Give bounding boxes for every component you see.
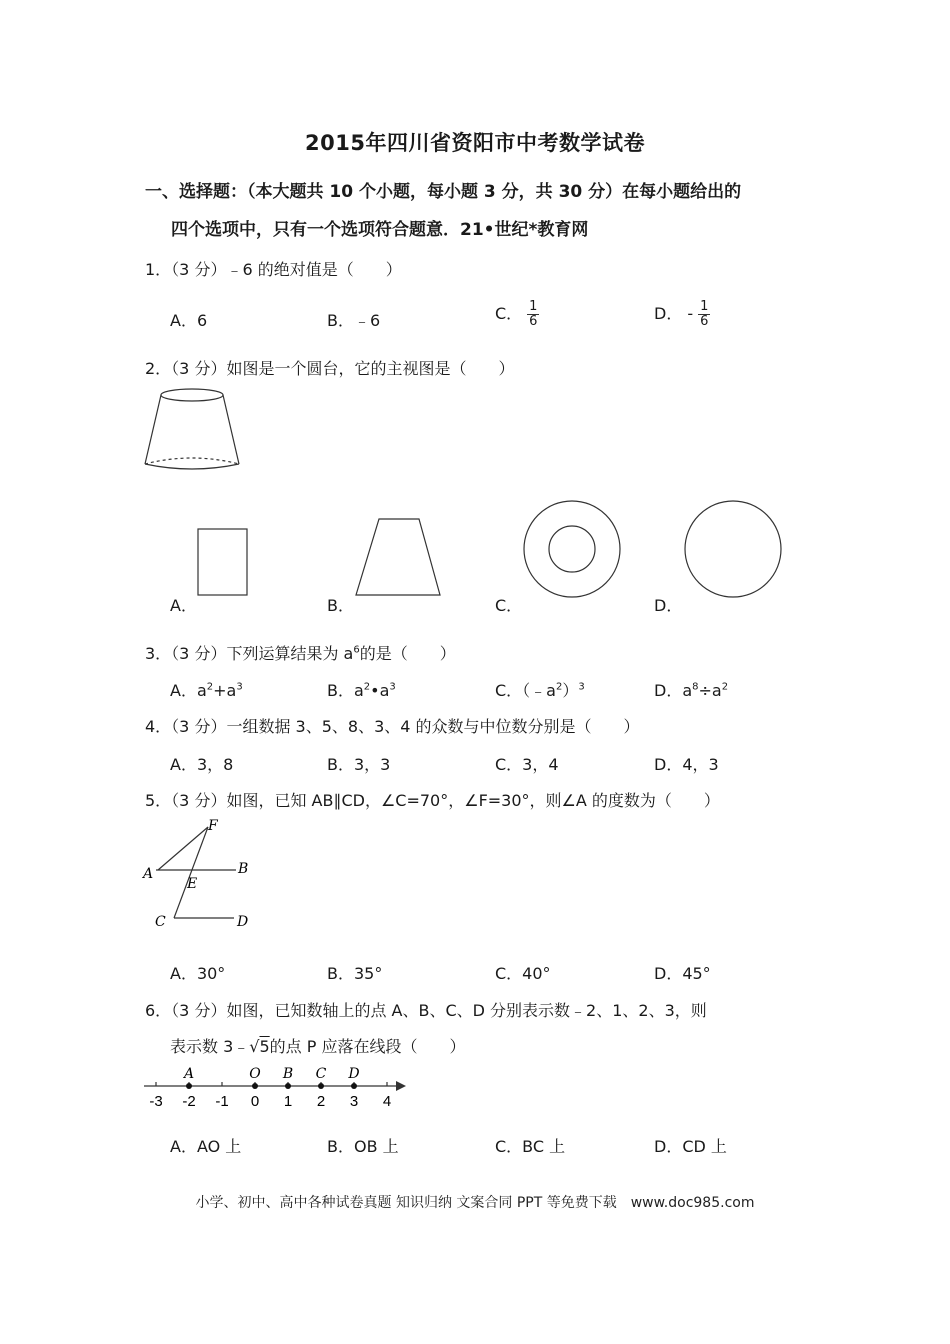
- page-title: 2015年四川省资阳市中考数学试卷: [305, 131, 645, 155]
- q2-option-b: B．: [327, 596, 354, 615]
- label-F: F: [208, 818, 218, 834]
- exponent: 2: [363, 681, 371, 693]
- label-C: C: [155, 914, 166, 930]
- point-C: [318, 1083, 324, 1089]
- label-A: A: [143, 866, 154, 882]
- q1-option-d: [654, 300, 710, 329]
- point-label-B: B: [282, 1066, 294, 1082]
- q1-option-c-fraction: [527, 300, 539, 329]
- trapezoid-view: [353, 516, 443, 598]
- rectangle-view: [196, 527, 250, 597]
- exponent: 3: [389, 681, 396, 693]
- axis-tick-label: -2: [182, 1093, 196, 1110]
- exponent: 2: [555, 681, 563, 693]
- parallel-lines-figure: [138, 815, 263, 933]
- q4-option-b: B．3，3: [327, 755, 391, 774]
- axis-tick-label: -1: [215, 1093, 229, 1110]
- label-E: E: [187, 876, 198, 892]
- exponent: 8: [692, 681, 699, 693]
- exponent: 3: [236, 681, 243, 693]
- option-text: C．（﹣a: [495, 681, 556, 700]
- q3-option-b: [327, 678, 396, 701]
- q1-option-d-label: D．: [654, 304, 683, 323]
- label-D: D: [237, 914, 249, 930]
- option-text: D．a: [654, 681, 693, 700]
- q1-option-c-label: C．: [495, 304, 523, 323]
- q3-option-a: [170, 678, 243, 701]
- exponent: 2: [206, 681, 214, 693]
- circle-view: [682, 498, 784, 600]
- q1-option-c: [495, 300, 539, 329]
- section-heading-line1: 一、选择题：（本大题共 10 个小题，每小题 3 分，共 30 分）在每小题给出的: [145, 182, 742, 202]
- section-heading: [145, 173, 815, 249]
- axis-tick-label: -3: [149, 1093, 163, 1110]
- exponent: 6: [353, 644, 360, 656]
- question-5-stem: 5．（3 分）如图，已知 AB∥CD，∠C=70°，∠F=30°，则∠A 的度数为（ ）: [145, 791, 720, 810]
- question-6-stem-line2: [170, 1034, 466, 1057]
- axis-tick-label: 3: [349, 1093, 359, 1110]
- q2-option-c: C．: [495, 596, 523, 615]
- q5-option-b: B．35°: [327, 964, 383, 983]
- sqrt-symbol: √: [249, 1037, 260, 1056]
- point-D: [351, 1083, 357, 1089]
- fraction-denominator: 6: [700, 314, 709, 329]
- q4-option-c: C．3，4: [495, 755, 559, 774]
- point-label-C: C: [315, 1066, 327, 1082]
- q3-option-d: [654, 678, 728, 701]
- axis-tick-label: 0: [250, 1093, 260, 1110]
- stem-text: 3．（3 分）下列运算结果为 a: [145, 644, 354, 663]
- question-4-stem: 4．（3 分）一组数据 3、5、8、3、4 的众数与中位数分别是（ ）: [145, 717, 640, 736]
- number-line-figure: [140, 1062, 410, 1114]
- option-text: ）: [562, 681, 579, 700]
- section-heading-line2: 四个选项中，只有一个选项符合题意．21•世纪*教育网: [171, 220, 589, 240]
- q2-option-d: D．: [654, 596, 683, 615]
- q5-option-a: A．30°: [170, 964, 226, 983]
- q5-option-c: C．40°: [495, 964, 551, 983]
- question-2-stem: 2．（3 分）如图是一个圆台，它的主视图是（ ）: [145, 359, 515, 378]
- point-B: [285, 1083, 291, 1089]
- q6-option-d: D．CD 上: [654, 1137, 727, 1156]
- point-label-D: D: [348, 1066, 360, 1082]
- negative-sign: -: [687, 304, 694, 323]
- point-label-O: O: [249, 1066, 261, 1082]
- fraction-numerator: 1: [529, 299, 538, 314]
- point-O: [252, 1083, 258, 1089]
- q4-option-a: A．3，8: [170, 755, 234, 774]
- exponent: 2: [721, 681, 729, 693]
- question-1-stem: 1．（3 分）﹣6 的绝对值是（ ）: [145, 260, 402, 279]
- frustum-figure: [140, 384, 250, 474]
- q3-option-c: [495, 678, 585, 701]
- q1-option-a: A．6: [170, 311, 208, 330]
- option-text: ÷a: [698, 681, 722, 700]
- q1-option-d-fraction: [698, 300, 710, 329]
- page-footer: 小学、初中、高中各种试卷真题 知识归纳 文案合同 PPT 等免费下载 www.doc985.com: [195, 1195, 755, 1211]
- q2-option-a: A．: [170, 596, 197, 615]
- option-text: •a: [370, 681, 390, 700]
- fraction-numerator: 1: [700, 299, 709, 314]
- question-3-stem: [145, 641, 456, 664]
- axis-tick-label: 2: [316, 1093, 326, 1110]
- option-text: A．a: [170, 681, 207, 700]
- stem-text: 表示数 3﹣: [170, 1037, 250, 1056]
- stem-text: 的是（ ）: [359, 644, 456, 663]
- exponent: 3: [578, 681, 585, 693]
- option-text: +a: [213, 681, 237, 700]
- label-B: B: [238, 861, 249, 877]
- axis-tick-label: 4: [382, 1093, 392, 1110]
- stem-text: 的点 P 应落在线段（ ）: [269, 1037, 466, 1056]
- option-text: B．a: [327, 681, 364, 700]
- q5-option-d: D．45°: [654, 964, 711, 983]
- fraction-denominator: 6: [529, 314, 538, 329]
- q1-option-b: B．﹣6: [327, 311, 381, 330]
- point-label-A: A: [183, 1066, 195, 1082]
- q6-option-b: B．OB 上: [327, 1137, 399, 1156]
- q6-option-a: A．AO 上: [170, 1137, 242, 1156]
- question-6-stem-line1: 6．（3 分）如图，已知数轴上的点 A、B、C、D 分别表示数﹣2、1、2、3，则: [145, 1001, 707, 1020]
- axis-tick-label: 1: [283, 1093, 293, 1110]
- sqrt-argument: 5: [259, 1037, 270, 1056]
- q4-option-d: D．4，3: [654, 755, 719, 774]
- point-A: [186, 1083, 192, 1089]
- q6-option-c: C．BC 上: [495, 1137, 566, 1156]
- concentric-circles-view: [521, 498, 623, 600]
